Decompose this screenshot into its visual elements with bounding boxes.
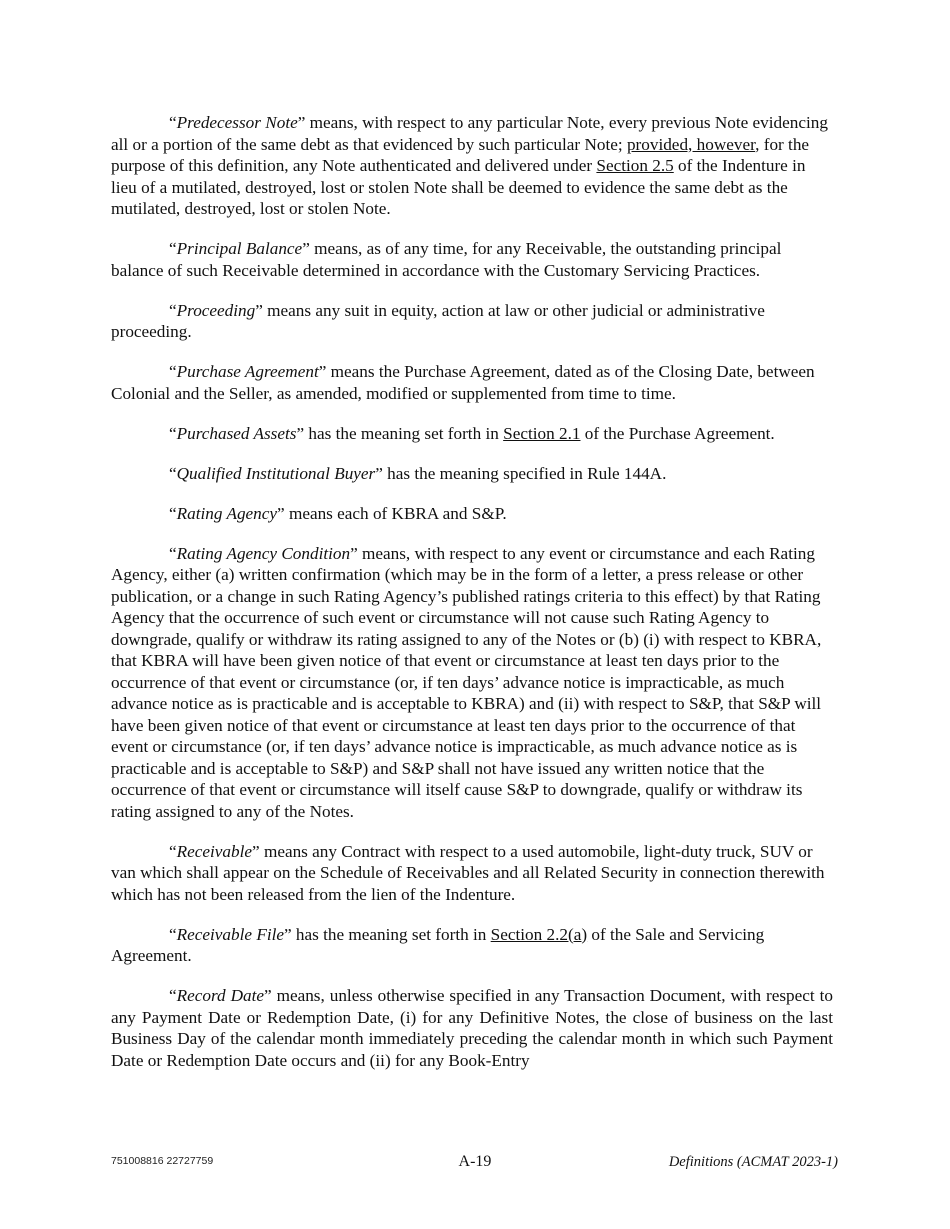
definition-text: “ <box>169 543 177 563</box>
definition-text: ” means, unless otherwise specified in any Transaction Document, with respect to any Payment Date or Redemption Date, (i) for any Definitive Notes, the close of business on the last Business Day of the calendar month immediately preceding the calendar month in which such Payment Date or Redemption Date occurs and (ii) for any Book-Entry <box>111 986 833 1070</box>
defined-term: Receivable <box>176 841 253 861</box>
definition-receivable <box>111 841 833 906</box>
definition-text: ” means, with respect to any particular Note, every previous Note evidencing all or a portion of the same debt as that evidenced by such particular Note; <box>111 113 828 154</box>
footer-title: Definitions (ACMAT 2023-1) <box>668 1154 838 1170</box>
definition-proceeding <box>111 300 833 343</box>
definition-predecessor-note <box>111 112 833 220</box>
definition-text: ” means any suit in equity, action at law or other judicial or administrative proceeding. <box>111 300 765 341</box>
definition-text: “ <box>169 986 177 1005</box>
defined-term: Qualified Institutional Buyer <box>176 463 376 483</box>
definition-record-date <box>111 985 833 1071</box>
footer-doc-id: 751008816 22727759 <box>111 1155 214 1167</box>
defined-term: Purchase Agreement <box>176 362 319 381</box>
cross-reference: provided, however <box>626 134 756 154</box>
definition-text: ” has the meaning set forth in <box>296 423 504 443</box>
definition-text: ” means any Contract with respect to a used automobile, light-duty truck, SUV or van which shall appear on the Schedule of Receivables and all Related Security in connection therewith which has not been released from the lien of the Indenture. <box>111 841 825 904</box>
definition-purchase-agreement <box>111 361 833 404</box>
definition-text: ” means, with respect to any event or circumstance and each Rating Agency, either (a) written confirmation (which may be in the form of a letter, a press release or other publication, or a change in such Rating Agency’s published ratings criteria to this effect) by that Rating Agency that the occurrence of such event or circumstance will not cause such Rating Agency to downgrade, qualify or withdraw its rating assigned to any of the Notes or (b) (i) with respect to KBRA, that KBRA will have been given notice of that event or circumstance at least ten days prior to the occurrence of that event or circumstance (or, if ten days’ advance notice is impracticable, as much advance notice as is practicable and is acceptable to KBRA) and (ii) with respect to S&P, that S&P will have been given notice of that event or circumstance at least ten days prior to the occurrence of that event or circumstance (or, if ten days’ advance notice is impracticable, as much advance notice as is practicable and is acceptable to S&P) and S&P shall not have issued any written notice that the occurrence of that event or circumstance will itself cause S&P to downgrade, qualify or withdraw its rating assigned to any of the Notes. <box>111 543 822 821</box>
defined-term: Rating Agency Condition <box>176 543 351 563</box>
definition-text: “ <box>169 423 177 443</box>
defined-term: Principal Balance <box>176 239 303 258</box>
definition-text: of the Indenture in lieu of a mutilated, destroyed, lost or stolen Note shall be deemed to evidence the same debt as the mutilated, destroyed, lost or stolen Note. <box>111 156 806 218</box>
definition-text: “ <box>169 113 177 132</box>
definition-text: “ <box>169 300 177 320</box>
defined-term: Rating Agency <box>176 503 278 523</box>
definition-text: , for the purpose of this definition, any Note authenticated and delivered under <box>111 134 810 175</box>
definition-text: ” has the meaning set forth in <box>284 924 491 944</box>
defined-term: Predecessor Note <box>176 113 298 132</box>
definition-text: “ <box>169 841 177 861</box>
definition-text: “ <box>169 239 177 258</box>
definition-text: “ <box>169 463 177 483</box>
definition-text: ” means each of KBRA and S&P. <box>277 503 507 523</box>
definition-text: ” means, as of any time, for any Receivable, the outstanding principal balance of such Receivable determined in accordance with the Customary Servicing Practices. <box>111 239 782 280</box>
definition-rating-agency-condition <box>111 543 833 823</box>
cross-reference: Section 2.5 <box>596 156 674 175</box>
definition-qualified-institutional-buyer <box>111 463 833 485</box>
definition-text: ” has the meaning specified in Rule 144A. <box>375 463 667 483</box>
definition-text: ” means the Purchase Agreement, dated as of the Closing Date, between Colonial and the Seller, as amended, modified or supplemented from time to time. <box>111 362 815 403</box>
definition-text: “ <box>169 503 177 523</box>
defined-term: Proceeding <box>176 300 256 320</box>
definition-purchased-assets <box>111 423 833 445</box>
definition-text: “ <box>169 924 177 944</box>
definition-receivable-file <box>111 924 833 967</box>
definition-text: “ <box>169 362 177 381</box>
footer-page-number: A-19 <box>458 1153 492 1170</box>
definition-text: of the Purchase Agreement. <box>580 423 775 443</box>
defined-term: Purchased Assets <box>176 423 297 443</box>
cross-reference: Section 2.2(a) <box>490 924 588 944</box>
definition-text: of the Sale and Servicing Agreement. <box>111 924 765 965</box>
definition-rating-agency <box>111 503 833 525</box>
defined-term: Receivable File <box>176 924 284 944</box>
definitions-body <box>111 112 833 1090</box>
cross-reference: Section 2.1 <box>503 423 581 443</box>
definition-principal-balance <box>111 238 833 281</box>
defined-term: Record Date <box>176 986 264 1005</box>
